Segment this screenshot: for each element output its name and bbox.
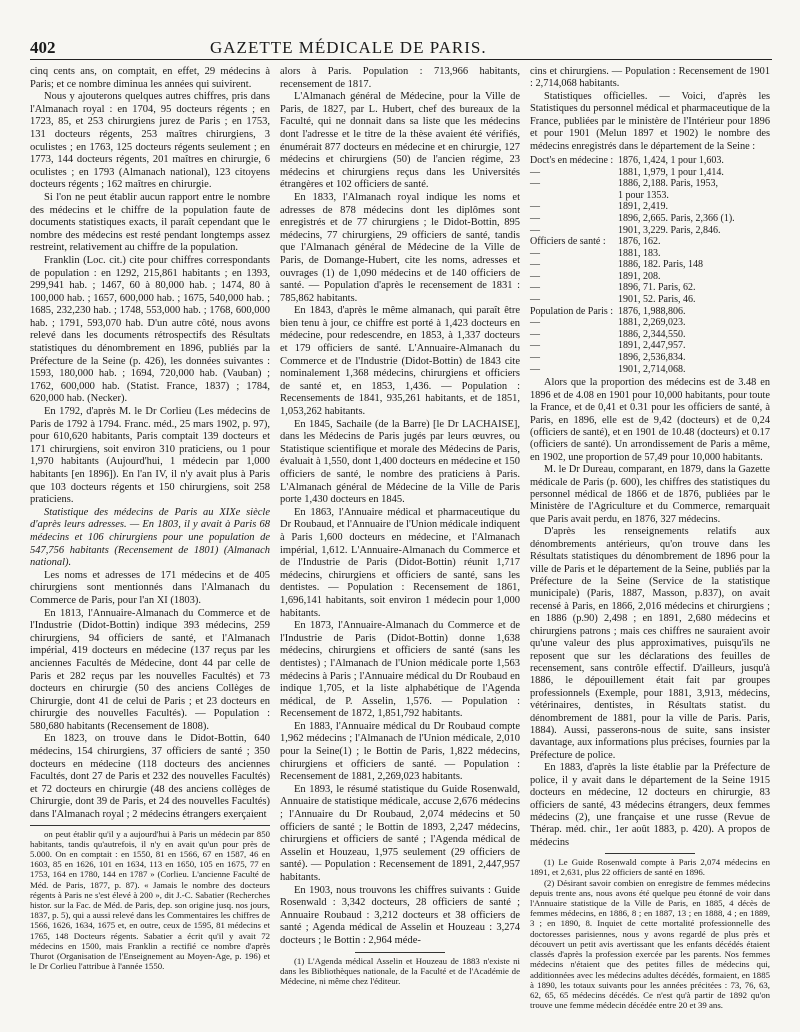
- paragraph: alors à Paris. Population : 713,966 habitants, recensement de 1817.: [280, 66, 520, 90]
- paragraph: M. le Dr Dureau, comparant, en 1879, dans la Gazette médicale de Paris (p. 600), les chiffres des statistiques du personnel médical de 1866 et de 1876, publiées par le Ministère de l'Agriculture et du Commerce, remarquait que Paris avait perdu, en 1876, 327 médecins.: [530, 464, 770, 525]
- row-label: —: [530, 166, 540, 178]
- paragraph: En 1823, on trouve dans le Didot-Bottin, 640 médecins, 154 chirurgiens, 37 officiers de santé ; 350 docteurs en médecine (118 docteurs des anciennes Facultés, dont 27 de Paris et 232 des nouvelles Facultés) et 72 docteurs en chirurgie (48 des anciens collèges de Chirurgie, dont 39 de Paris, et 24 des nouvelles Facultés) dans l'Almanach royal ; 2 médecins étrangers exerçaient: [30, 733, 270, 821]
- row-label: —: [530, 201, 540, 213]
- page-number: 402: [30, 38, 56, 57]
- column-2: [280, 66, 520, 1016]
- table-row: [530, 364, 770, 376]
- row-value: 1891, 208.: [618, 270, 661, 282]
- row-value: 1876, 162.: [618, 236, 661, 248]
- paragraph: cins et chirurgiens. — Population : Recensement de 1901 : 2,714,068 habitants.: [530, 66, 770, 90]
- table-row: [530, 271, 770, 283]
- row-value: 1896, 2,536,834.: [618, 352, 686, 364]
- paragraph: En 1833, l'Almanach royal indique les noms et adresses de 878 médecins dont les diplômes sont enregistrés et de 77 chirurgiens ; le Didot-Bottin, 895 médecins, 77 chirurgiens, 29 officiers de santé, tandis que l'Almanach général de Médecine de la Ville de Paris, de Domange-Hubert, cite les noms, adresses et ouvrages (1) de 1,090 médecins et de 140 officiers de santé. — Population d'après le recensement de 1831 : 785,862 habitants.: [280, 191, 520, 304]
- footnote-rule: [355, 952, 445, 953]
- row-label: —: [530, 294, 540, 306]
- table-row: [530, 225, 770, 237]
- paragraph: En 1883, d'après la liste établie par la Préfecture de police, il y avait dans le département de la Seine 1915 docteurs en médecine, 12 docteurs en chirurgie, 83 officiers de santé, 43 médecins étrangers, deux femmes médecins (2), une française et une russe (Revue de Thérap. méd. chir., 1er août 1883, p. 420). A propos de médecins: [530, 762, 770, 848]
- row-value: 1881, 2,269,023.: [618, 317, 686, 329]
- row-label: —: [530, 363, 540, 375]
- paragraph: En 1843, d'après le même almanach, qui paraît être bien tenu à jour, ce chiffre est porté à 1,423 docteurs en médecine, pour redescendre, en 1853, à 1,337 docteurs et 179 officiers de santé. L'Annuaire-Almanach du Commerce et de l'Industrie (Didot-Bottin) de 1843 cite nominalement 1,368 médecins, chirurgiens et officiers de santé et, en 1853, 1,436. — Population : Recensements de 1841, 935,261 habitants, et de 1851, 1,053,262 habitants.: [280, 305, 520, 418]
- table-row: [530, 190, 770, 202]
- row-label: —: [530, 259, 540, 271]
- paragraph: L'Almanach général de Médecine, pour la Ville de Paris, de 1827, par L. Hubert, chef des bureaux de la Faculté, qui ne donnait dans sa liste que les médecins dont l'adresse et le titre de la thèse avaient été vérifiés, énumérait 877 docteurs en médecine et en chirurgie, 127 médecins et chirurgiens (50) de l'ancien régime, 23 médecins et chirurgiens reçus dans les Universités étrangères et 102 officiers de santé.: [280, 91, 520, 191]
- row-value: 1901, 2,714,068.: [618, 363, 686, 375]
- row-label: —: [530, 282, 540, 294]
- statistics-table: [530, 155, 770, 375]
- paragraph: En 1792, d'après M. le Dr Corlieu (Les médecins de Paris de 1792 à 1794. Franc. méd., 25 mars 1902, p. 97), pour 610,620 habitants, Paris comptait 139 docteurs et 171 chirurgiens, soit environ 310 praticiens, ou 1 pour 1,970 habitants (Aujourd'hui, 1 médecin par 1,000 habitants [en 1896]). En l'an IV, il n'y avait plus à Paris que 103 docteurs régents et 150 chirurgiens, soit 258 praticiens.: [30, 406, 270, 506]
- row-label: —: [530, 178, 540, 190]
- footnote-rule: [605, 853, 695, 854]
- table-row: [530, 236, 770, 248]
- running-title: GAZETTE MÉDICALE DE PARIS.: [210, 38, 487, 57]
- row-value: 1896, 2,665. Paris, 2,366 (1).: [618, 212, 735, 224]
- paragraph: En 1873, l'Annuaire-Almanach du Commerce et de l'Industrie de Paris (Didot-Bottin) donne 1,638 médecins, chirurgiens et officiers de santé (sans les dentistes) ; l'Almanach de l'Union médicale porte 1,563 médecins à Paris ; l'Annuaire médical du Dr Roubaud en indique 1,705, et la liste alphabétique de l'Agenda médical, de P. Asselin, 1,576. — Population : Recensement de 1872, 1,851,792 habitants.: [280, 620, 520, 720]
- table-row: [530, 213, 770, 225]
- table-row: [530, 259, 770, 271]
- row-label: Officiers de santé :: [530, 236, 606, 248]
- row-label: —: [530, 224, 540, 236]
- paragraph: En 1903, nous trouvons les chiffres suivants : Guide Rosenwald : 3,342 docteurs, 28 officiers de santé ; Annuaire Roubaud : 3,212 docteurs et 38 officiers de santé ; Agenda médical de Asselin et Houzeau : 3,274 docteurs ; le Bottin : 2,964 méde-: [280, 884, 520, 946]
- row-value: 1876, 1,424, 1 pour 1,603.: [618, 154, 724, 166]
- row-label: [530, 190, 618, 202]
- paragraph: En 1813, l'Annuaire-Almanach du Commerce et de l'Industrie (Didot-Bottin) indique 393 médecins, 259 chirurgiens, 94 officiers de santé, et l'Almanach impérial, 419 docteurs en médecine (137 reçus par les anciennes Facultés de Médecine, dont 44 par celle de Paris et 282 reçus par les nouvelles Facultés) et 73 docteurs en chirurgie (50 des anciens Collèges de Chirurgie, dont 41 de celui de Paris ; et 23 docteurs en chirurgie des nouvelles Facultés). — Population : 580,680 habitants (Recensement de 1808).: [30, 607, 270, 732]
- page-header: [30, 38, 772, 60]
- row-value: 1891, 2,447,957.: [618, 340, 686, 352]
- footnote: (2) Désirant savoir combien on enregistre de femmes médecins depuis trente ans, nous avons été quelque peu étonné de voir dans l'Annuaire statistique de la Ville de Paris, en 1885, 4 décès de femmes médecins, en 1886, 8 ; en 1887, 13 ; en 1888, 4 ; en 1889, 3 ; en 1890, 8. Inquiet de cette mortalité professionnelle des doctoresses parisiennes, nous y avons regardé de plus près et découvert un petit avis avertissant que les enfants décédés étaient classés d'après la profession exercée par les parents. Nos femmes médecins n'étaient que des petites filles de médecins qui, additionnées avec les médecins adultes décédés, formaient, en 1885 à 1890, les totaux suivants pour les années précitées : 73, 76, 63, 62, 65, 65 médecins décédés. Ce n'est qu'à partir de 1892 qu'on trouve une femme médecin décédée entre 20 et 39 ans.: [530, 877, 770, 1011]
- row-label: —: [530, 270, 540, 282]
- row-value: 1886, 2,188. Paris, 1953,: [618, 178, 718, 190]
- paragraph: En 1893, le résumé statistique du Guide Rosenwald, Annuaire de statistique médicale, accuse 2,676 médecins ; l'Annuaire du Dr Roubaud, 2,074 médecins et 50 officiers de santé ; le Bottin de 1893, 2,247 médecins, chirurgiens et officiers de santé ; l'Agenda médical de Asselin et Houzeau, 1,975 seulement (29 officiers de santé). — Population : Recensement de 1891, 2,447,957 habitants.: [280, 783, 520, 883]
- table-row: [530, 201, 770, 213]
- paragraph: Statistiques officielles. — Voici, d'après les Statistiques du personnel médical et pharmaceutique de la France, publiées par le ministère de l'Intérieur pour 1896 et pour 1901 (Melun 1897 et 1902) le nombre des médecins enregistrés dans le département de la Seine :: [530, 90, 770, 152]
- row-label: —: [530, 352, 540, 364]
- row-value: 1 pour 1353.: [618, 189, 669, 201]
- row-label: —: [530, 212, 540, 224]
- table-row: [530, 352, 770, 364]
- row-label: Doct's en médecine :: [530, 154, 614, 166]
- table-row: [530, 282, 770, 294]
- table-row: [530, 329, 770, 341]
- row-value: 1876, 1,988,806.: [618, 305, 686, 317]
- row-value: 1901, 52. Paris, 46.: [618, 294, 696, 306]
- row-label: —: [530, 317, 540, 329]
- row-value: 1886, 182. Paris, 148: [618, 259, 703, 271]
- paragraph: En 1863, l'Annuaire médical et pharmaceutique du Dr Roubaud, et l'Annuaire de l'Union médicale indiquent à Paris 1,600 docteurs en médecine, et l'Almanach impérial, 1,612. L'Annuaire-Almanach du Commerce et de l'Industrie de Paris (Didot-Bottin) réunit 1,717 médecins, chirurgiens et officiers de santé, sans les dentistes. — Population : Recensement de 1861, 1,696,141 habitants, soit environ 1 médecin pour 1,000 habitants.: [280, 506, 520, 619]
- paragraph: cinq cents ans, on comptait, en effet, 29 médecins à Paris; et ce nombre diminua les années qui suivirent.: [30, 66, 270, 90]
- table-row: [530, 167, 770, 179]
- column-1: [30, 66, 270, 1016]
- footnote-rule: [30, 825, 270, 826]
- row-value: 1901, 3,229. Paris, 2,846.: [618, 224, 721, 236]
- footnote: on peut établir qu'il y a aujourd'hui à Paris un médecin par 850 habitants, tandis qu'autrefois, il n'y en avait qu'un pour près de 5.000. On en comptait : en 1550, 81 en 1566, 67 en 1587, 46 en 1603, 85 en 1626, 101 en 1634, 113 en 1650, 105 en 1675, 77 en 1753, 164 en 1780, 144 en 1787 » (Corlieu. L'ancienne Faculté de Méd. de Paris, 1877, p. 87). « Jamais le nombre des docteurs régents à Paris ne s'est élevé à 200 », dit J.-C. Sabatier (Recherches histor. sur la Fac. de Méd. de Paris, dep. son origine jusq. nos jours, 1837, p. 5), qui a aussi relevé dans les Commentaires les chiffres de 1566, 1626, 1634, 1675 et, en outre, ceux de 1595, 81 médecins et 1765, 148 Docteurs régents. Sabatier a écrit qu'il y avait 72 médecins en 1500, mais Franklin a rectifié ce nombre d'après Thurot (Organisation de l'Enseignement au Moyen-Age, p. 196) et le Dr Corlieu l'attribue à l'année 1550.: [30, 828, 270, 972]
- table-row: [530, 294, 770, 306]
- paragraph: Franklin (Loc. cit.) cite pour chiffres correspondants de population : en 1292, 215,861 habitants ; en 1393, 299,941 hab. ; 1467, 60 à 80,000 hab. ; 1474, 80 à 100,000 hab. ; 1657, 600,000 hab. ; 1675, 540,000 hab. ; 1685, 232,230 hab. ; 1748, 553,000 hab. ; 1768, 600,000 hab. ; 1791, 593,070 hab. D'un autre côté, nous avons relevé dans les documents rétrospectifs des Résultats statistiques du dénombrement en 1896, publiés par la Préfecture de la Seine (p. 426), les données suivantes : 1593, 180,000 hab. ; 1694, 720,000 hab. (Vauban) ; 1762, 600,000 hab. (Statist. France, 1837) ; 1784, 620,000 hab. (Necker).: [30, 254, 270, 405]
- table-row: [530, 248, 770, 260]
- paragraph: En 1883, l'Annuaire médical du Dr Roubaud compte 1,962 médecins ; l'Almanach de l'Union médicale, 2,010 pour la Seine(1) ; le Bottin de Paris, 1,822 médecins, chirurgiens et officiers de santé. — Population : Recensement de 1881, 2,269,023 habitants.: [280, 720, 520, 783]
- row-label: —: [530, 328, 540, 340]
- row-label: —: [530, 340, 540, 352]
- paragraph: Alors que la proportion des médecins est de 3.48 en 1896 et de 4.08 en 1901 pour 10,000 habitants, pour toute la France, et de 0,41 et 0.31 pour les officiers de santé, à Paris, en 1896, elle est de 9,42 (docteurs) et de 0,24 (officiers de santé), et en 1901 de 10.48 (docteurs) et 0.17 (officiers de santé). Un arrondissement de Paris a même, en 1902, une proportion de 57,49 pour 10,000 habitants.: [530, 377, 770, 463]
- footnote: (1) Le Guide Rosenwald compte à Paris 2,074 médecins en 1891, et 2,631, plus 22 officiers de santé en 1896.: [530, 857, 770, 878]
- paragraph: D'après les renseignements relatifs aux dénombrements antérieurs, qu'on trouve dans les Résultats statistiques du dénombrement de 1896 pour la ville de Paris et le département de la Seine, publiés par la Préfecture de la Seine (Service de la statistique municipale) (Paris, 1887, Masson, p.837), on avait recensé à Paris, en 1866, 2,016 médecins et chirurgiens ; en 1886 (p.90) 2,498 ; en 1891, 2,680 médecins et chirurgiens patrons ; mais ces chiffres ne sauraient avoir qu'une valeur des plus approximatives, puisqu'ils ne reposent que sur les déclarations des feuilles de recensement, sans contrôle effectif. D'ailleurs, jusqu'à 1886, le dépouillement était fait par groupes professionnels (Exemple, pour 1881, 3,913, médecins, vétérinaires, dentistes, in Résultats statist. du dénombrement de 1881, pour la ville de Paris. Paris, 1884). Aussi, passerons-nous de suite, sans insister davantage, aux informations plus précises, fournies par la Préfecture de police.: [530, 526, 770, 761]
- row-value: 1891, 2,419.: [618, 201, 668, 213]
- row-value: 1886, 2,344,550.: [618, 328, 686, 340]
- table-row: [530, 155, 770, 167]
- paragraph: Si l'on ne peut établir aucun rapport entre le nombre des médecins et le chiffre de la population faute de documents statistiques exacts, il paraît cependant que le nombre des médecins est resté pendant longtemps assez restreint, relativement au chiffre de la population.: [30, 191, 270, 254]
- row-label: —: [530, 247, 540, 259]
- row-label: Population de Paris :: [530, 305, 614, 317]
- paragraph: Les noms et adresses de 171 médecins et de 405 chirurgiens sont mentionnés dans l'Almanach du Commerce de Paris, pour l'an XI (1803).: [30, 569, 270, 606]
- footnote: (1) L'Agenda médical Asselin et Houzeau de 1883 n'existe ni dans les Bibliothèques nationale, de la Faculté et de l'Académie de Médecine, ni même chez l'éditeur.: [280, 955, 520, 986]
- table-row: [530, 317, 770, 329]
- column-3: [530, 66, 770, 1016]
- table-row: [530, 178, 770, 190]
- row-value: 1896, 71. Paris, 62.: [618, 282, 696, 294]
- row-value: 1881, 1,979, 1 pour 1,414.: [618, 166, 724, 178]
- paragraph: Nous y ajouterons quelques autres chiffres, pris dans l'Almanach royal : en 1704, 95 docteurs régents ; en 1723, 85, et 253 chirurgiens jurez de Paris ; en 1753, 131 docteurs régents, 253 maîtres chirurgiens, 3 oculistes ; en 1763, 125 docteurs régents seulement ; en 1773, 144 docteurs régents, 201 maîtres en chirurgie, 6 oculistes ; en 1793 (Almanach national), 123 citoyens docteurs régents ; 162 maîtres en chirurgie.: [30, 91, 270, 191]
- table-row: [530, 340, 770, 352]
- row-value: 1881, 183.: [618, 247, 661, 259]
- section-heading-paragraph: Statistique des médecins de Paris au XIXe siècle d'après leurs adresses. — En 1803, il y avait à Paris 68 médecins et 106 chirurgiens pour une population de 547,756 habitants (Recensement de 1801) (Almanach national).: [30, 506, 270, 569]
- paragraph: En 1845, Sachaile (de la Barre) [le Dr LACHAISE], dans les Médecins de Paris jugés par leurs œuvres, ou Statistique scientifique et morale des Médecins de Paris, évaluait à 1,550, dont 1,400 docteurs en médecine et 150 officiers de santé, le nombre des praticiens à Paris. L'Almanach général de Médecine de la Ville de Paris porte 1,430 docteurs en 1845.: [280, 418, 520, 506]
- table-row: [530, 306, 770, 318]
